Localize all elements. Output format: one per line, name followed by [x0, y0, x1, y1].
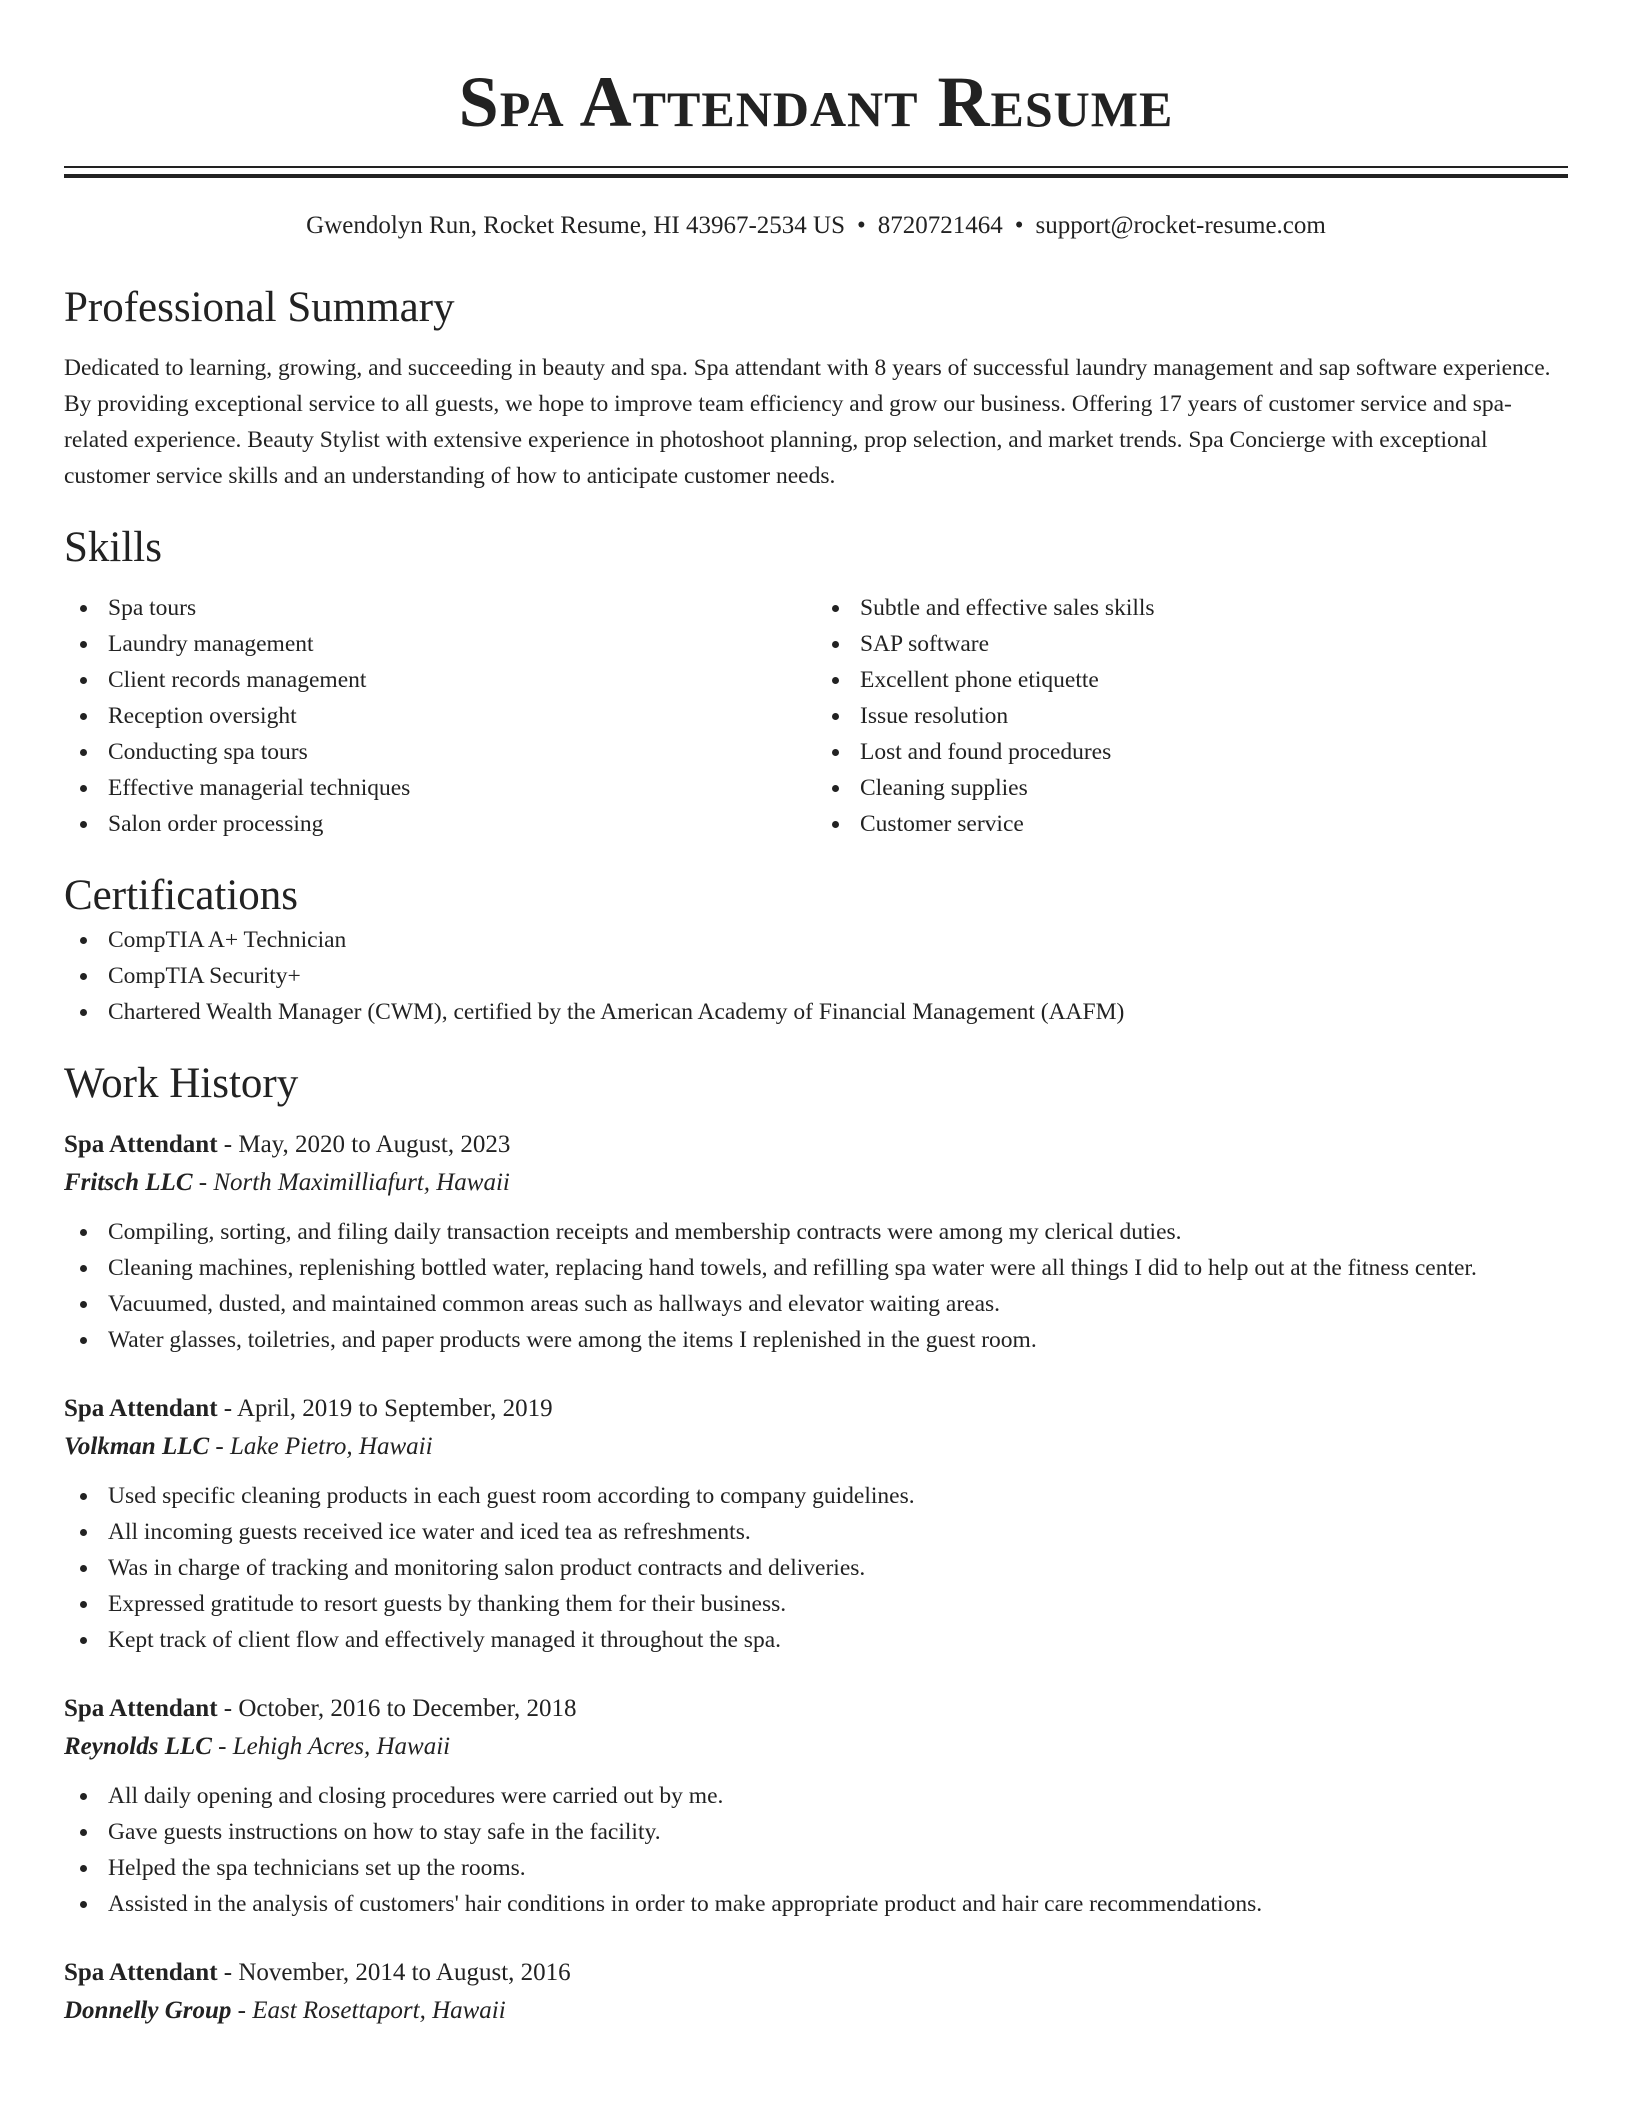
- job-duty-item: Was in charge of tracking and monitoring salon product contracts and deliveries.: [64, 1550, 1568, 1586]
- job-entry: [64, 1126, 1568, 1358]
- job-duty-item: Kept track of client flow and effectively managed it throughout the spa.: [64, 1622, 1568, 1658]
- job-duty-item: Used specific cleaning products in each guest room according to company guidelines.: [64, 1478, 1568, 1514]
- job-duty-item: Vacuumed, dusted, and maintained common areas such as hallways and elevator waiting areas.: [64, 1286, 1568, 1322]
- skill-item: Customer service: [816, 806, 1568, 842]
- job-title-line: [64, 1390, 1568, 1428]
- skill-item: Subtle and effective sales skills: [816, 590, 1568, 626]
- certification-item: Chartered Wealth Manager (CWM), certified by the American Academy of Financial Management (AAFM): [64, 994, 1568, 1030]
- job-duties: [64, 1478, 1568, 1658]
- job-entry: [64, 1690, 1568, 1922]
- certifications-heading: Certifications: [64, 872, 299, 919]
- skills-column-right: [816, 590, 1568, 842]
- job-dates: - May, 2020 to August, 2023: [217, 1131, 511, 1158]
- job-location: - North Maximilliafurt, Hawaii: [192, 1169, 510, 1196]
- job-title: Spa Attendant: [64, 1695, 218, 1722]
- contact-phone: 8720721464: [877, 212, 1003, 239]
- contact-separator: •: [1014, 212, 1024, 239]
- skill-item: SAP software: [816, 626, 1568, 662]
- job-title: Spa Attendant: [64, 1959, 218, 1986]
- job-location: - Lake Pietro, Hawaii: [209, 1433, 433, 1460]
- skill-item: Reception oversight: [64, 698, 816, 734]
- job-duty-item: Cleaning machines, replenishing bottled water, replacing hand towels, and refilling spa water were all things I did to help out at the fitness center.: [64, 1250, 1568, 1286]
- skills-heading: Skills: [64, 524, 162, 571]
- job-duty-item: Expressed gratitude to resort guests by thanking them for their business.: [64, 1586, 1568, 1622]
- job-company-line: [64, 1728, 1568, 1766]
- skill-item: Salon order processing: [64, 806, 816, 842]
- skill-item: Cleaning supplies: [816, 770, 1568, 806]
- job-duties: [64, 1778, 1568, 1922]
- job-company-line: [64, 1992, 1568, 2030]
- job-duty-item: Helped the spa technicians set up the rooms.: [64, 1850, 1568, 1886]
- job-title-line: [64, 1690, 1568, 1728]
- skills-column-left: [64, 590, 816, 842]
- job-company: Fritsch LLC: [64, 1169, 193, 1196]
- skill-item: Client records management: [64, 662, 816, 698]
- job-title: Spa Attendant: [64, 1395, 218, 1422]
- work-history-heading: Work History: [64, 1060, 299, 1107]
- job-entry: [64, 1390, 1568, 1658]
- summary-text: Dedicated to learning, growing, and succeeding in beauty and spa. Spa attendant with 8 years of successful laundry management and sap software experience. By providing exceptional service to all guests, we hope to improve team efficiency and grow our business. Offering 17 years of customer service and spa-related experience. Beauty Stylist with extensive experience in photoshoot planning, prop selection, and market trends. Spa Concierge with exceptional customer service skills and an understanding of how to anticipate customer needs.: [64, 355, 1551, 489]
- contact-email: support@rocket-resume.com: [1035, 212, 1326, 239]
- job-company: Reynolds LLC: [64, 1733, 212, 1760]
- job-company: Donnelly Group: [64, 1997, 232, 2024]
- job-title: Spa Attendant: [64, 1131, 218, 1158]
- contact-address: Gwendolyn Run, Rocket Resume, HI 43967-2534 US: [306, 212, 845, 239]
- resume-title: Spa Attendant Resume: [458, 62, 1174, 142]
- skill-item: Issue resolution: [816, 698, 1568, 734]
- skill-item: Conducting spa tours: [64, 734, 816, 770]
- job-duty-item: All daily opening and closing procedures were carried out by me.: [64, 1778, 1568, 1814]
- job-company: Volkman LLC: [64, 1433, 210, 1460]
- job-entry: [64, 1954, 1568, 2030]
- skill-item: Laundry management: [64, 626, 816, 662]
- job-dates: - April, 2019 to September, 2019: [217, 1395, 553, 1422]
- job-company-line: [64, 1428, 1568, 1466]
- certifications-list: [64, 922, 1568, 1030]
- job-duty-item: Compiling, sorting, and filing daily transaction receipts and membership contracts were among my clerical duties.: [64, 1214, 1568, 1250]
- title-divider: [64, 166, 1568, 178]
- skill-item: Effective managerial techniques: [64, 770, 816, 806]
- job-duty-item: Assisted in the analysis of customers' hair conditions in order to make appropriate product and hair care recommendations.: [64, 1886, 1568, 1922]
- contact-line: [64, 210, 1568, 242]
- job-company-line: [64, 1164, 1568, 1202]
- job-dates: - October, 2016 to December, 2018: [217, 1695, 577, 1722]
- job-dates: - November, 2014 to August, 2016: [217, 1959, 571, 1986]
- skill-item: Excellent phone etiquette: [816, 662, 1568, 698]
- certification-item: CompTIA A+ Technician: [64, 922, 1568, 958]
- contact-separator: •: [857, 212, 866, 239]
- certification-item: CompTIA Security+: [64, 958, 1568, 994]
- job-duty-item: Gave guests instructions on how to stay safe in the facility.: [64, 1814, 1568, 1850]
- job-duty-item: All incoming guests received ice water and iced tea as refreshments.: [64, 1514, 1568, 1550]
- job-title-line: [64, 1954, 1568, 1992]
- skill-item: Spa tours: [64, 590, 816, 626]
- job-title-line: [64, 1126, 1568, 1164]
- job-location: - East Rosettaport, Hawaii: [231, 1997, 506, 2024]
- job-duties: [64, 1214, 1568, 1358]
- skills-list: [64, 590, 1568, 842]
- job-location: - Lehigh Acres, Hawaii: [211, 1733, 451, 1760]
- skill-item: Lost and found procedures: [816, 734, 1568, 770]
- summary-heading: Professional Summary: [64, 284, 455, 331]
- job-duty-item: Water glasses, toiletries, and paper products were among the items I replenished in the guest room.: [64, 1322, 1568, 1358]
